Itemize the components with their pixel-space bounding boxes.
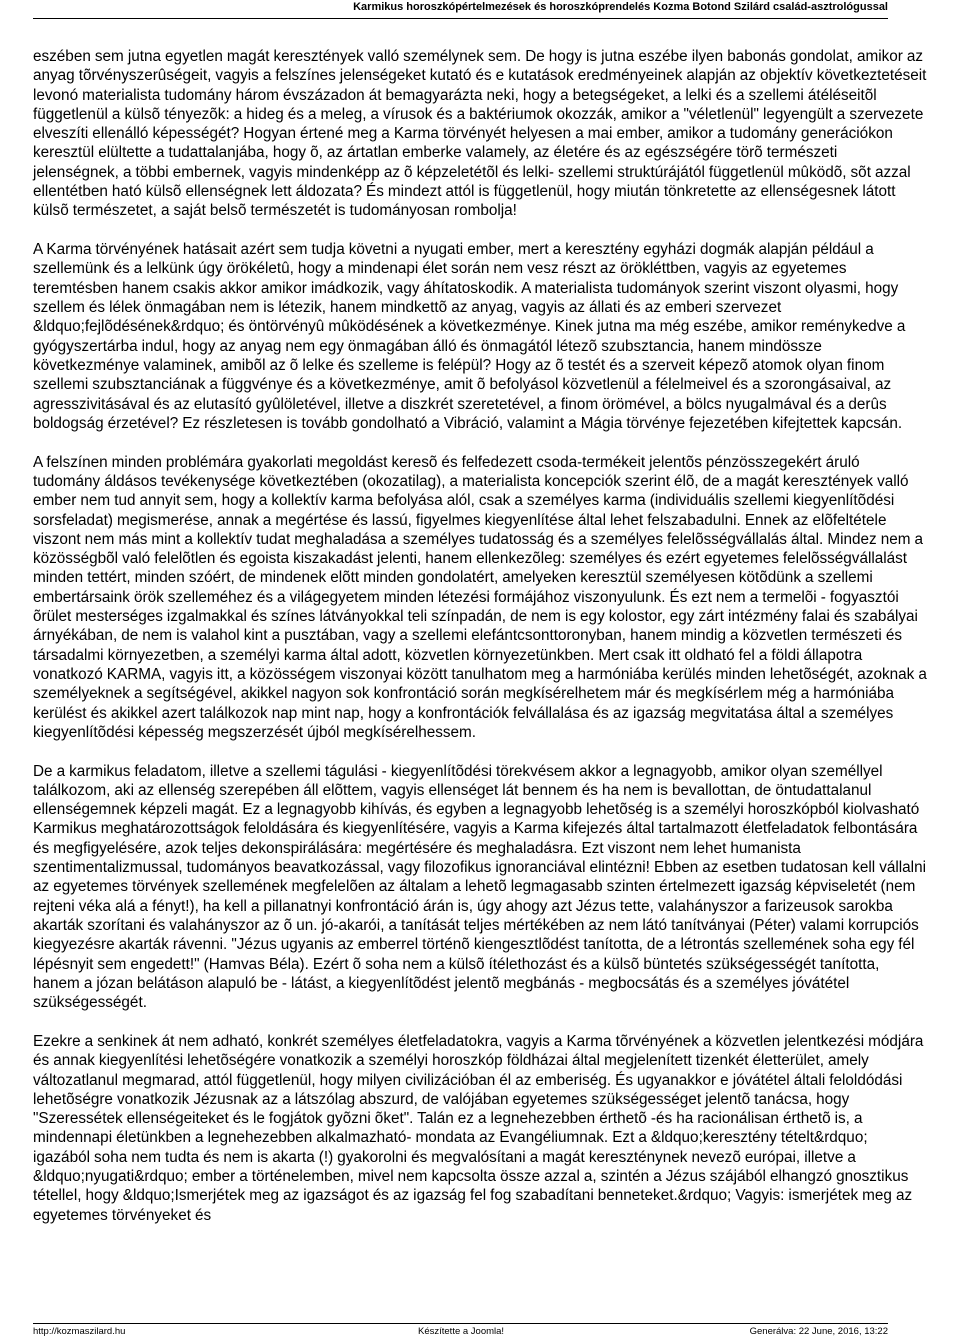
article-paragraph: A Karma törvényének hatásait azért sem tudja követni a nyugati ember, mert a keresztény egyházi dogmák alapján például a szellemünk és a lelkünk úgy örökéletû, hogy a mindenapi élet során nem vesz részt az örökléttben, vagyis az egyetemes teremtésben hanem csakis akkor amikor imádkozik, vagy áhítatoskodik. A materialista tudományok szerint viszont olyasmi, hogy szellem és lélek önmagában nem is létezik, hanem mindkettõ az anyag, vagyis az állati és az emberi szervezet &ldquo;fejlõdésének&rdquo; és öntörvényû mûködésének a következménye. Kinek jutna ma még eszébe, amikor reménykedve a gyógyszertárba indul, hogy az anyag nem egy önmagában álló és önmagától létezõ szubsztancia, hanem mindössze következménye valaminek, amibõl az õ lelke és szelleme is felépül? Hogy az õ testét és a szerveit képezõ atomok olyan finom szellemi szubsztanciának a függvénye és a következménye, amit õ befolyásol közvetlenül a félelmeivel és a szorongásaival, az agresszivitásával és az elutasító gyûlöletével, illetve a diszkrét szeretetével, a finom örömével, a bölcs nyugalmával és a derûs boldogság érzetével? Ez részletesen is tovább gondolható a Vibráció, valamint a Mágia törvénye fejezetében kifejtettek kapcsán. [33, 241, 906, 432]
article-body [33, 47, 927, 1225]
page-header [33, 0, 888, 19]
footer-generated-date: Generálva: 22 June, 2016, 13:22 [749, 1326, 888, 1337]
article-paragraph: eszében sem jutna egyetlen magát keresztények valló személynek sem. De hogy is jutna eszébe ilyen babonás gondolat, amikor az anyag tõrvényszerûségeit, vagyis a felszínes jelenségeket kutató és e kutatások eredményeinek alapján az objektív következtetéseit levonó materialista tudomány három évszázadon át bemagyarázta neki, hogy a betegségeket, a lelki és a szellemi átéléseitõl függetlenül a külsõ tényezõk: a hideg és a meleg, a vírusok és a baktériumok okozzák, amikor a "véletlenül" legyengült a szervezete elveszíti ellenálló képességét? Hogyan értené meg a Karma törvényét helyesen a mai ember, amikor a tudomány generációkon keresztül elültette a tudattalanjába, hogy õ, az ártatlan emberke valamely, az életére és az egészségére törõ természeti jelenségnek, a többi embernek, vagyis mindenképp az õ képzeletétõl és lelki- szellemi struktúrájától függetlenül mûködõ, sõt azzal ellentétben ható külsõ ellenségnek lett áldozata? És mindezt attól is függetlenül, hogy miután tönkretette az ellenségesnek látott külsõ természetet, a saját belsõ természetét is tudományosan rombolja! [33, 48, 927, 220]
footer-site-url[interactable]: http://kozmaszilard.hu [33, 1326, 126, 1337]
site-title: Karmikus horoszkópértelmezések és horoszkóprendelés Kozma Botond Szilárd család-asztrológussal [353, 1, 888, 13]
footer-credit: Készítette a Joomla! [418, 1326, 505, 1337]
article-paragraph: Ezekre a senkinek át nem adható, konkrét személyes életfeladatokra, vagyis a Karma tõrvényének a közvetlen jelentkezési módjára és annak kiegyenlítési lehetõségére vonatkozik a személyi horoszkóp földházai által megjelenített tizenkét életterület, amely változatlanul megmarad, attól függetlenül, hogy milyen civilizációban él az emberiség. És ugyanakkor e jóvátétel általi feloldódási lehetõségre vonatkozik Jézusnak az a látszólag abszurd, de valójában egyetemes szükségességet jelentõ tanácsa, hogy "Szeressétek ellenségeiteket és le fogjátok gyõzni õket". Talán ez a legnehezebben érthetõ -és ha racionálisan érthetõ is, a mindennapi életünkben a legnehezebben alkalmazható- mondata az Evangéliumnak. Ezt a &ldquo;keresztény tételt&rdquo; igazából soha nem tudta és nem is akarta (!) gyakorolni és megvalósítani a magát kereszténynek nevezõ európai, illetve a &ldquo;nyugati&rdquo; ember a történelemben, mivel nem kapcsolta össze azzal a, szintén a Jézus szájából elhangzó gnosztikus tétellel, hogy &ldquo;Ismerjétek meg az igazságot és az igazság fel fog szabadítani benneteket.&rdquo; Vagyis: ismerjétek meg az egyetemes törvényeket és [33, 1032, 924, 1224]
page-footer [33, 1323, 888, 1338]
article-paragraph: A felszínen minden problémára gyakorlati megoldást keresõ és felfedezett csoda-termékeit jelentõs pénzösszegekért áruló tudomány áldásos tevékenysége következtében (okozatilag), a materialista koncepciók szerint élõ, de a magát keresztények valló ember nem tud annyit sem, hogy a kollektív karma befolyása alól, csak a személyes karma (individuális szellemi kiegyenlítõdési sorsfeladat) megismerése, annak a megértése és lassú, figyelmes kiegyenlítése által lehet felszabadulni. Ennek az elõfeltétele viszont nem más mint a kollektív tudat meghaladása a személyes tudatosság és a személyes felelõsségvállalás által. Mindez nem a közösségbõl való felelõtlen és egoista kiszakadást jelenti, hanem ellenkezõleg: személyes és ezért egyetemes felelõsségvállalást minden tettért, minden szóért, de mindenek elõtt minden gondolatért, amelyeken keresztül személyesen kötõdünk a szellemi embertársaink örök szelleméhez és a világegyetem minden létezési formájához viszonyulunk. És ezt nem a termelõi - fogyasztói õrület mesterséges izgalmakkal és színes látványokkal teli színpadán, de nem is egy kolostor, egy zárt intézmény falai és szabályai árnyékában, de nem is valahol kint a pusztában, vagy a szellemi elefántcsonttoronyban, hanem mindig a közvetlen természeti és társadalmi környezetben, a személyi karma által adott, közvetlen környezetünkben. Mert csak itt oldható fel a földi állapotra vonatkozó KARMA, vagyis itt, a közösségem viszonyai között tanulhatom meg a harmóniába kerülés minden lehetõségét, azoknak a személyeknek a segítségével, akikkel nagyon sok konfrontáció során megkísérelhetem már és megkísérlem még a harmóniába kerülést és akikkel azert találkozok nap mint nap, hogy a konfrontációk felvállalása és az igazság megvitatása által a személyes kiegyenlítõdési képesség megszerzését újból megkísérelhessem. [33, 453, 927, 741]
article-paragraph: De a karmikus feladatom, illetve a szellemi tágulási - kiegyenlítõdési törekvésem akkor a legnagyobb, amikor olyan személlyel találkozom, aki az ellenség szerepében áll elõttem, vagyis ellenséget lát bennem és ha nem is bevallottan, de öntudattalanul ellenségemnek képzeli magát. Ez a legnagyobb kihívás, és egyben a legnagyobb lehetõség is a személyi horoszkópból kiolvasható Karmikus meghatározottságok feloldására és kiegyenlítésére, vagyis a Karma kifejezés által tartalmazott életfeladatok felbontására és megfigyelésére, azok teljes dekonspirálására: megértésére és meghaladásra. Ezt viszont nem lehet humanista szentimentalizmussal, tudományos beavatkozással, vagy filozofikus ignoranciával elintézni! Ebben az esetben tudatosan kell vállalni az egyetemes törvények szellemének megfelelõen az általam a lehetõ legmagasabb szinten értelmezett igazság képviseletét (nem rejteni véka alá a fényt!), ha kell a pillanatnyi konfrontáció árán is, úgy ahogy azt Jézus tette, valahányszor a farizeusok sarokba akarták szorítani és valahányszor az õ un. jó-akarói, a tanítását teljes mértékében az nem látó tanítványai (Péter) valami korrupciós kiegyezésre akarták rávenni. "Jézus ugyanis az emberrel történõ kiengesztlõdést tanította, de a létrontás szellemének soha egy fél lépésnyit sem engedett!" (Hamvas Béla). Ezért õ soha nem a külsõ ítélethozást és a külsõ büntetés szükségességét tanította, hanem a józan belátáson alapuló be - látást, a kiegyenlítõdést jelentõ megbánás - megbocsátás és a személyes jóvátétel szükségességét. [33, 762, 926, 1012]
